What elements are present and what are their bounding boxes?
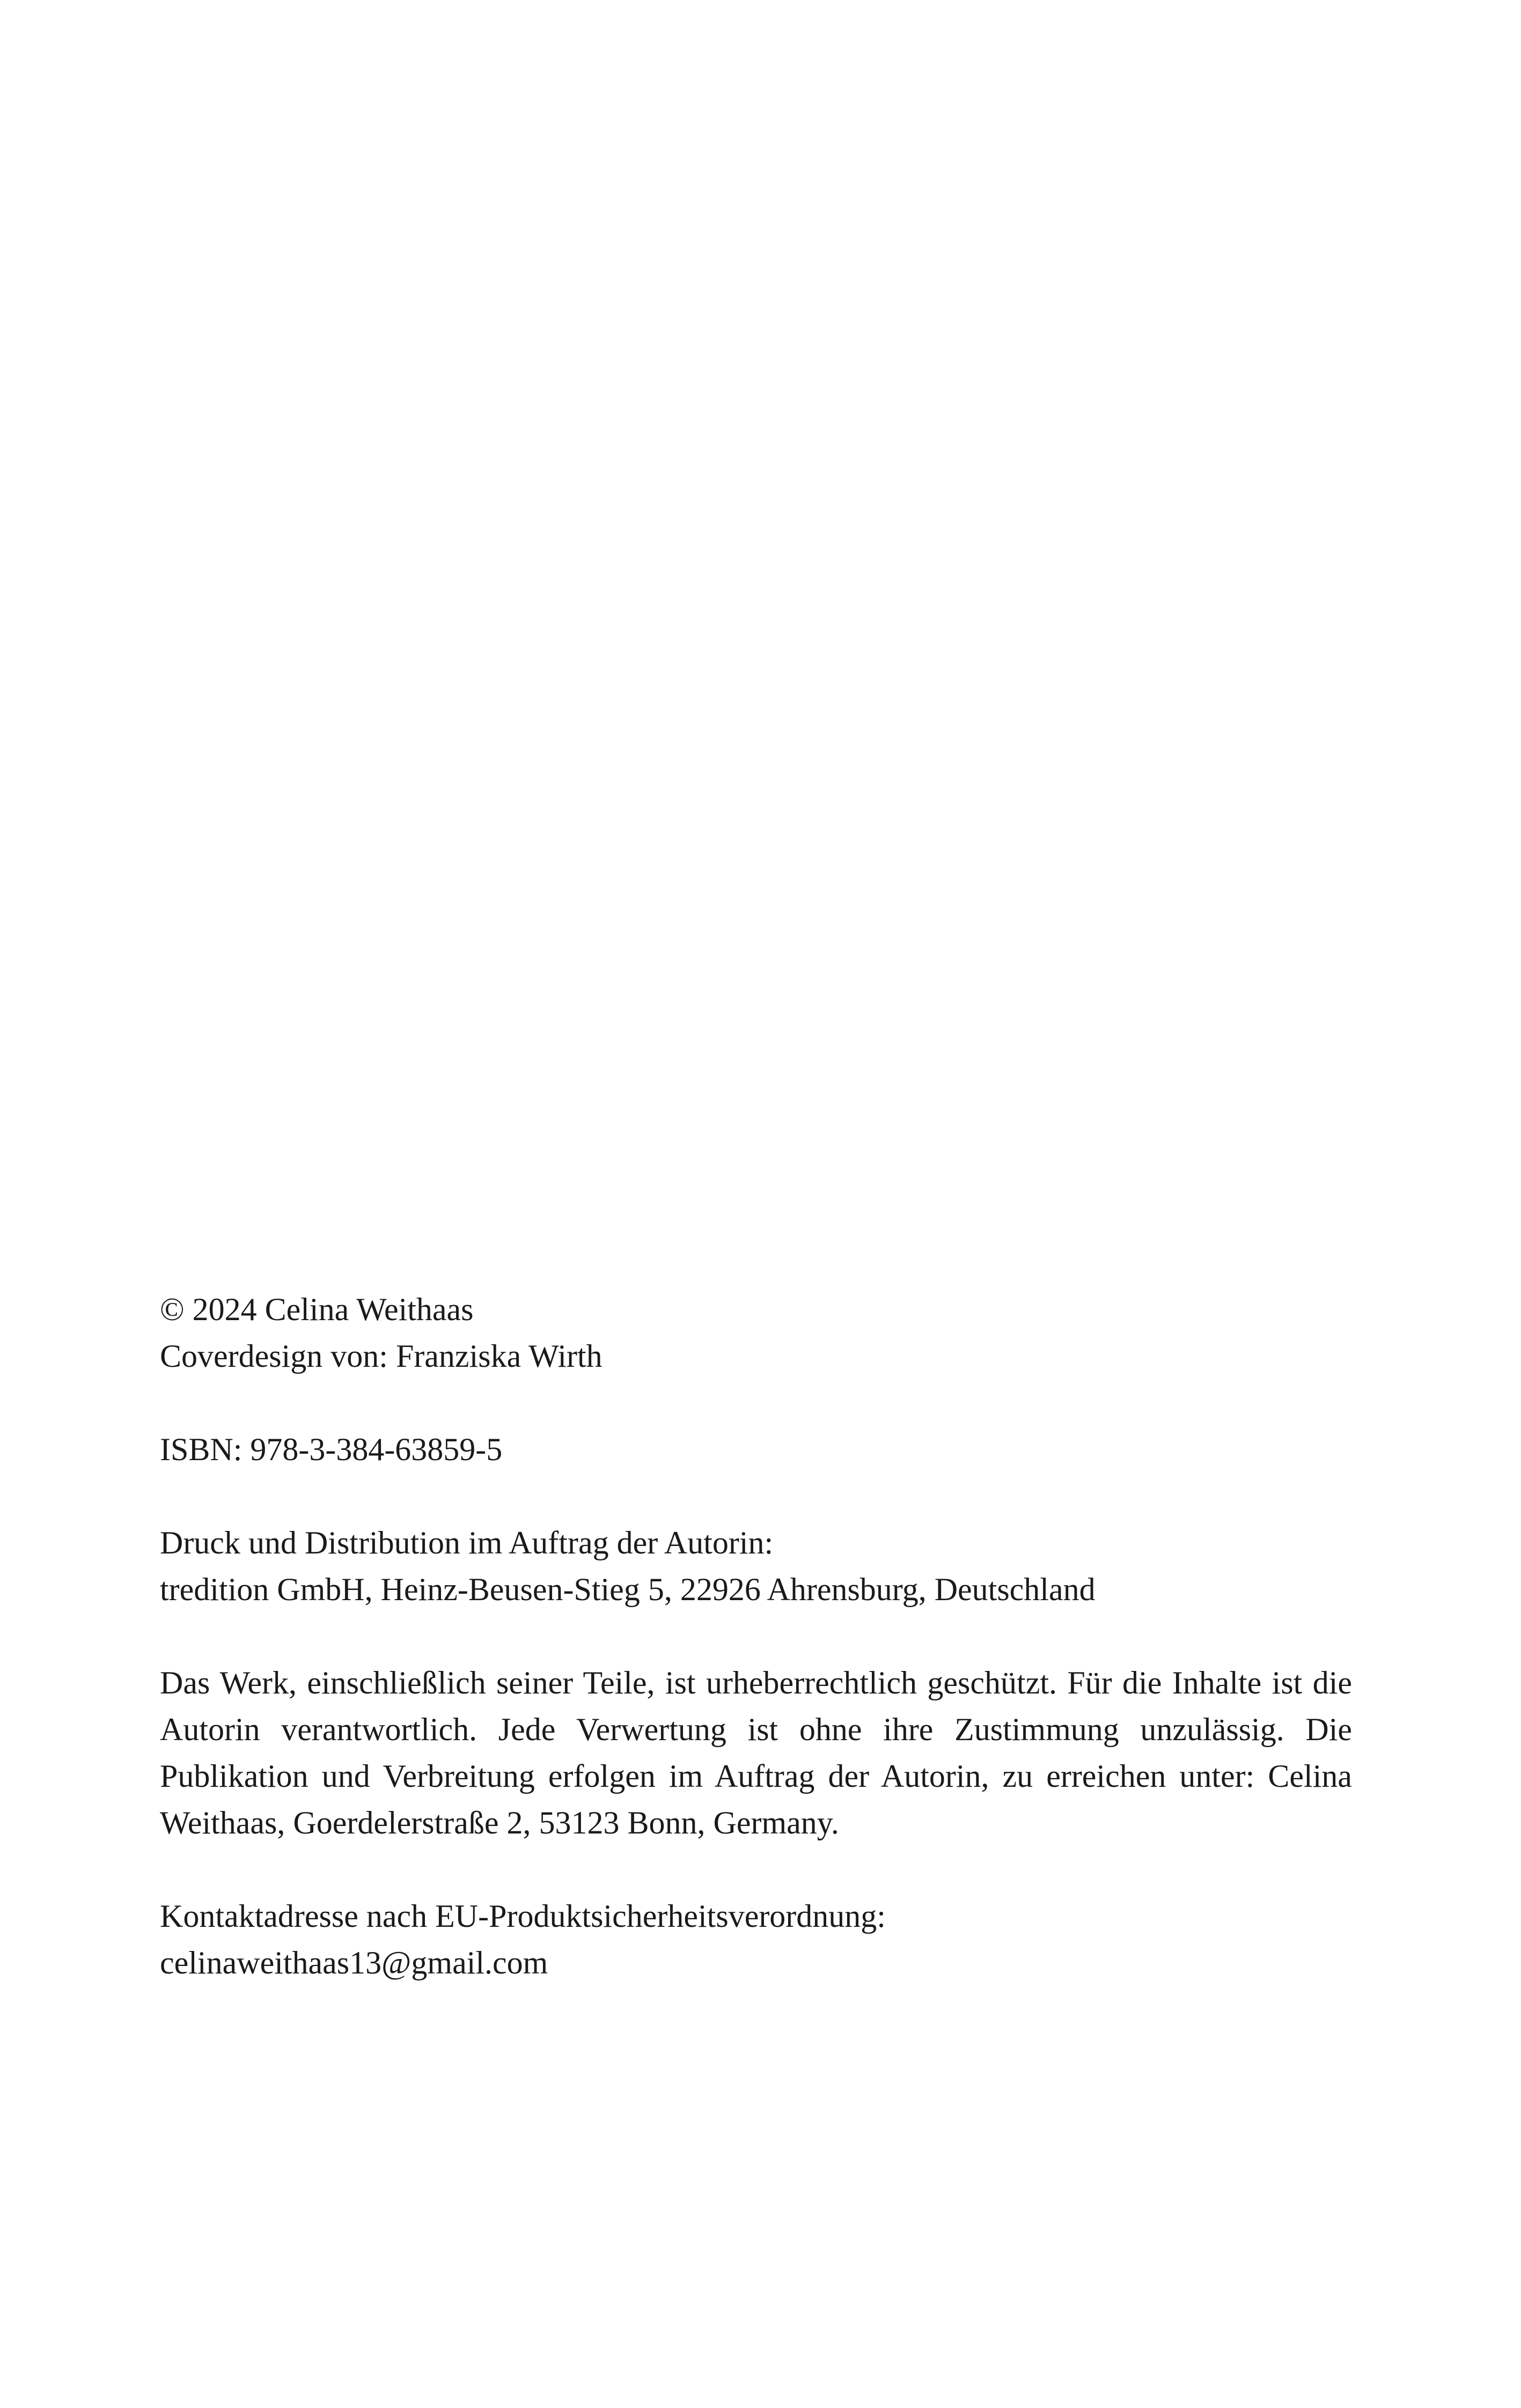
- copyright-notice-paragraph: Das Werk, einschließlich seiner Teile, ist urheberrechtlich geschützt. Für die Inhalte ist die Autorin verantwortlich. Jede Verwertung ist ohne ihre Zustimmung unzulässig. Die Publikation und Verbreitung erfolgen im Auftrag der Autorin, zu erreichen unter: Celina Weithaas, Goerdelerstraße 2, 53123 Bonn, Germany.: [160, 1665, 1352, 1840]
- print-distribution-address: tredition GmbH, Heinz-Beusen-Stieg 5, 22926 Ahrensburg, Deutschland: [160, 1572, 1096, 1607]
- copyright-block: [160, 1286, 1352, 1380]
- imprint-section: [160, 1286, 1352, 1986]
- contact-email: celinaweithaas13@gmail.com: [160, 1945, 548, 1980]
- copyright-line: © 2024 Celina Weithaas: [160, 1292, 474, 1327]
- contact-block: [160, 1893, 1352, 1986]
- cover-design-line: Coverdesign von: Franziska Wirth: [160, 1338, 602, 1374]
- copyright-notice-block: [160, 1660, 1352, 1846]
- print-distribution-intro: Druck und Distribution im Auftrag der Autorin:: [160, 1525, 774, 1560]
- print-distribution-block: [160, 1520, 1352, 1613]
- isbn-block: [160, 1426, 1352, 1473]
- contact-label: Kontaktadresse nach EU-Produktsicherheitsverordnung:: [160, 1898, 886, 1934]
- isbn-line: ISBN: 978-3-384-63859-5: [160, 1432, 503, 1467]
